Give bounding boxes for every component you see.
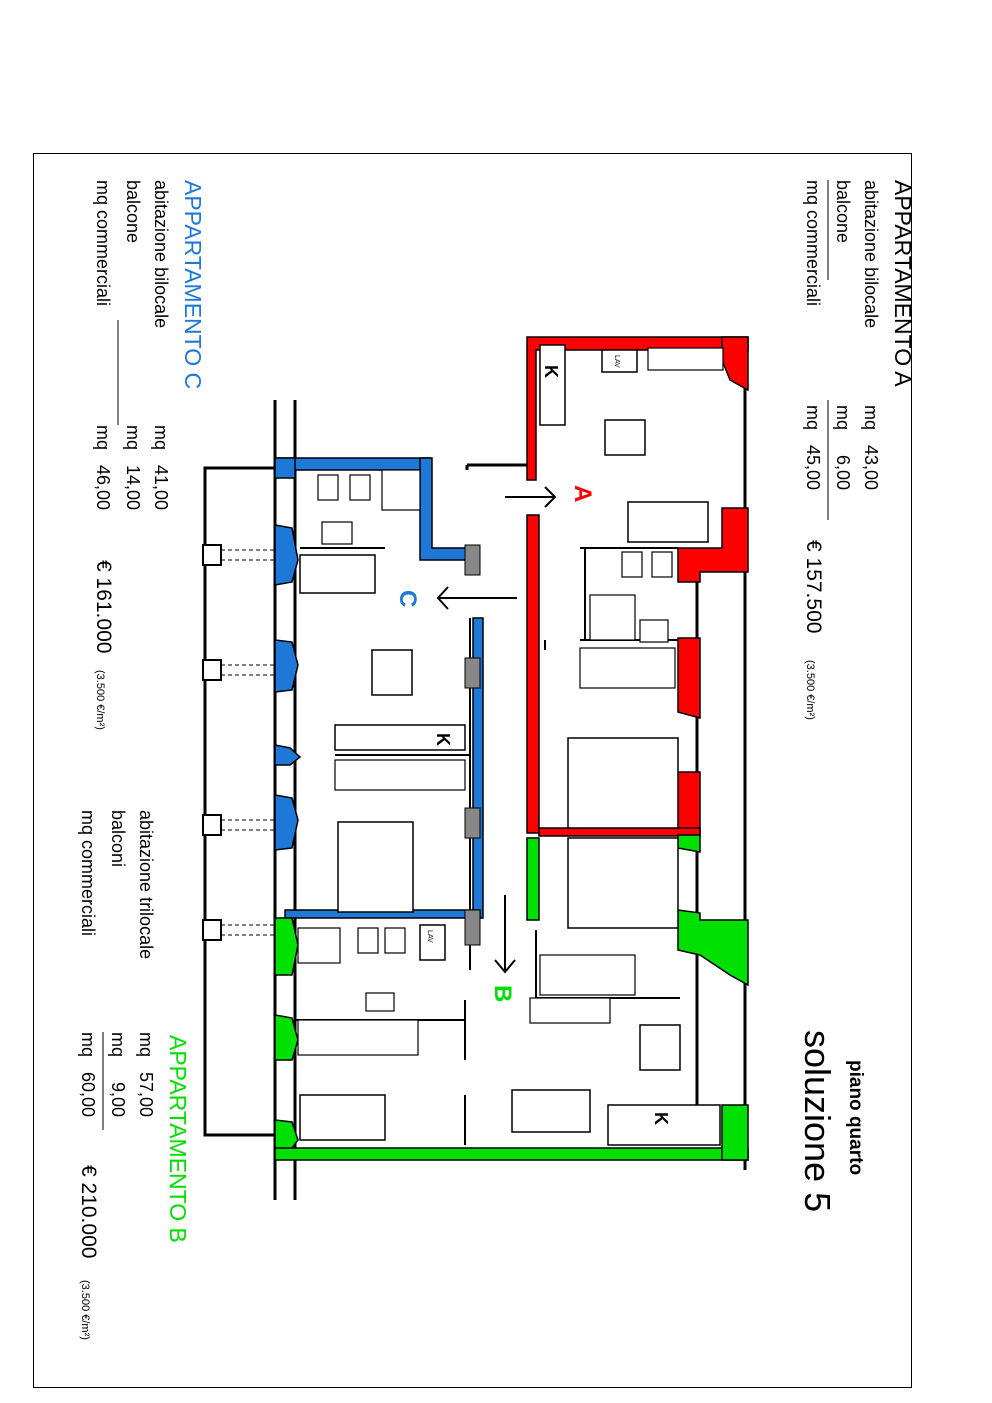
apartment-b-row-value: 57,00	[136, 1072, 156, 1118]
apartment-b-row-label: abitazione trilocale	[136, 810, 156, 960]
apartment-c-heading: APPARTAMENTO C	[180, 180, 206, 390]
apartment-a-row-unit: mq	[861, 405, 881, 431]
apartment-c-row-unit: mq	[151, 425, 171, 451]
plan-label-a	[569, 485, 596, 502]
apartment-b-row-value: 9,00	[108, 1082, 128, 1118]
apartment-c-row-label: mq commerciali	[93, 180, 113, 307]
apartment-c-row-value: 14,00	[123, 465, 143, 511]
laundry-label: LAV	[613, 355, 620, 368]
apartment-b-row-unit: mq	[78, 1032, 98, 1058]
apartment-a-info	[802, 180, 916, 720]
apartment-a-rate: (3.500 €/m²)	[804, 660, 816, 720]
kitchen-label: K	[541, 365, 561, 378]
apartment-b-price: € 210.000	[77, 1165, 100, 1259]
apartment-c-info	[92, 180, 206, 730]
apartment-a-row-unit: mq	[803, 405, 823, 431]
page-title: soluzione 5	[797, 1030, 838, 1213]
apartment-b-row-unit: mq	[108, 1032, 128, 1058]
apartment-c-row-unit: mq	[93, 425, 113, 451]
apartment-b-row-unit: mq	[136, 1032, 156, 1058]
apartment-a-row-label: balcone	[833, 180, 853, 244]
apartment-a-row-unit: mq	[833, 405, 853, 431]
apartment-a-row-value: 6,00	[833, 455, 853, 491]
kitchen-label: K	[433, 733, 453, 746]
apartment-b-row-label: balconi	[108, 810, 128, 868]
kitchen-labels	[433, 365, 671, 1125]
apartment-c-row-label: abitazione bilocale	[151, 180, 171, 329]
apartment-b-rate: (3.500 €/m²)	[79, 1280, 91, 1340]
apartment-a-row-value: 45,00	[803, 445, 823, 491]
apartment-c-rate: (3.500 €/m²)	[94, 670, 106, 730]
svg-text:B: B	[489, 985, 516, 1003]
kitchen-label: K	[651, 1112, 671, 1125]
title-block	[797, 1030, 866, 1212]
apartment-a-row-value: 43,00	[861, 445, 881, 491]
page-subtitle: piano quarto	[845, 1060, 866, 1176]
apartment-c-price: € 161.000	[92, 560, 115, 654]
apartment-c-row-value: 41,00	[151, 465, 171, 511]
laundry-label: LAV	[426, 930, 433, 943]
apartment-c-row-label: balcone	[123, 180, 143, 244]
apartment-a-price: € 157.500	[802, 540, 825, 634]
apartment-c-row-value: 46,00	[93, 465, 113, 511]
apartment-c-row-unit: mq	[123, 425, 143, 451]
apartment-a-heading: APPARTAMENTO A	[890, 180, 916, 387]
apartment-b-row-label: mq commerciali	[78, 810, 98, 937]
apartment-b-row-value: 60,00	[78, 1072, 98, 1118]
svg-text:A: A	[569, 485, 596, 503]
apartment-a-row-label: mq commerciali	[803, 180, 823, 307]
apartment-b-heading: APPARTAMENTO B	[165, 1035, 191, 1243]
plan-label-c	[394, 590, 421, 607]
apartment-b-info	[165, 1035, 191, 1243]
laundry-labels	[426, 355, 620, 943]
svg-text:C: C	[394, 590, 421, 608]
plan-label-b	[489, 985, 516, 1002]
apartment-a-row-label: abitazione bilocale	[861, 180, 881, 329]
apartment-b-rows	[77, 810, 156, 1340]
